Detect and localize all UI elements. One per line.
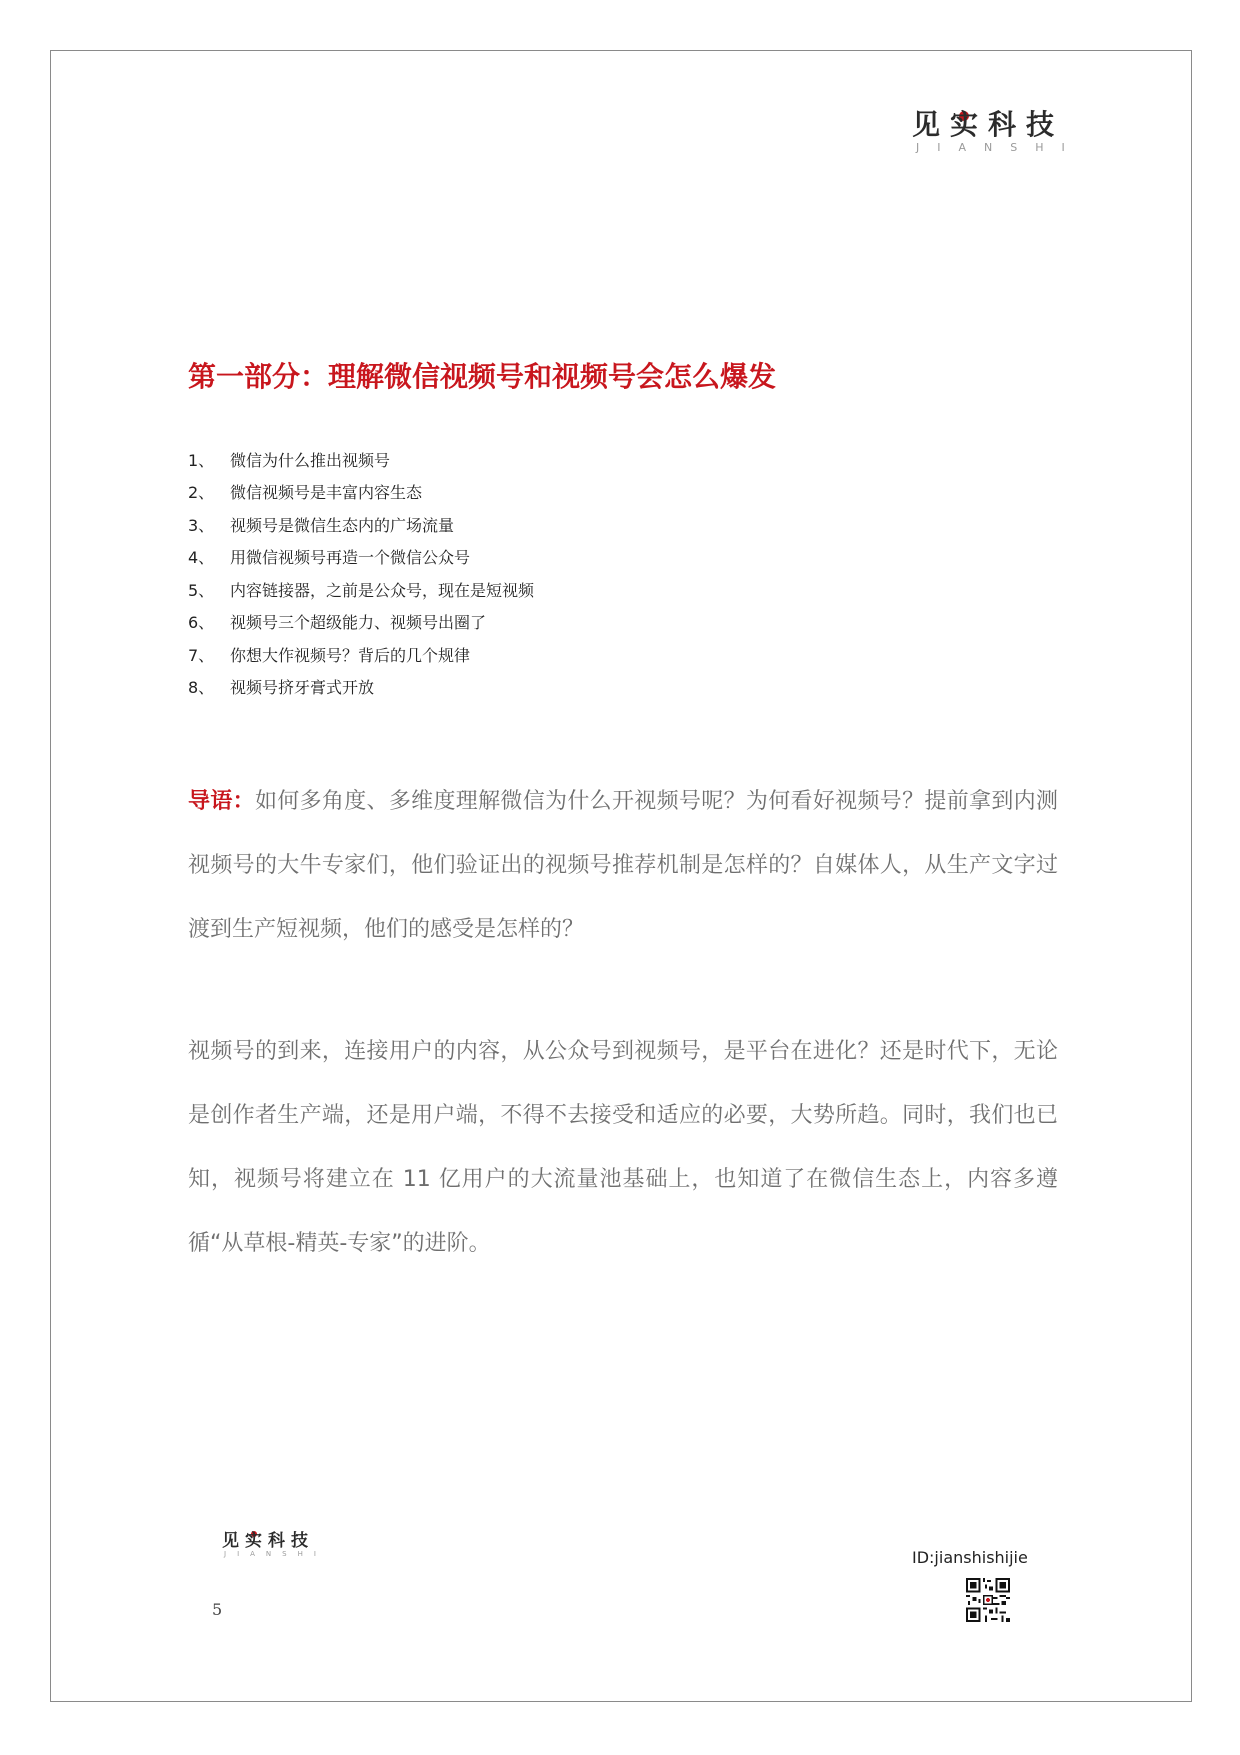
toc-item [188,606,534,639]
footer-logo-subtitle: JIANSHI [224,1550,327,1558]
toc-number: 4、 [188,548,215,568]
header-logo [912,103,1083,154]
toc-item [188,508,534,541]
toc-number: 5、 [188,580,215,600]
toc-number: 3、 [188,515,215,535]
logo-char: 科 [268,1531,291,1551]
toc-item [188,638,534,671]
toc-number: 7、 [188,645,215,665]
logo-char: 见 [912,108,951,141]
toc-text: 视频号三个超级能力、视频号出圈了 [230,613,487,633]
toc-number: 6、 [188,613,215,633]
intro-paragraph [188,770,1058,962]
footer-logo [222,1526,327,1558]
toc-number: 2、 [188,483,215,503]
toc-text: 内容链接器，之前是公众号，现在是短视频 [230,580,535,600]
toc-text: 用微信视频号再造一个微信公众号 [230,548,471,568]
body-paragraph: 视频号的到来，连接用户的内容，从公众号到视频号，是平台在进化？还是时代下，无论是创作者生产端，还是用户端，不得不去接受和适应的必要，大势所趋。同时，我们也已知，视频号将建立在 11 亿用户的大流量池基础上，也知道了在微信生态上，内容多遵循“从草根-精英-专家”的进阶。 [188,1039,1058,1256]
qr-code-icon [966,1578,1010,1622]
header-logo-text [912,103,1064,143]
logo-char: 实 [245,1531,268,1551]
section-title: 第一部分：理解微信视频号和视频号会怎么爆发 [188,360,777,393]
footer-logo-text [222,1526,314,1551]
intro-lead-label: 导语： [188,789,255,814]
toc-item [188,443,534,476]
logo-char: 见 [222,1531,245,1551]
toc-text: 微信视频号是丰富内容生态 [230,483,423,503]
toc-text: 视频号是微信生态内的广场流量 [230,515,455,535]
logo-char: 实 [950,108,989,141]
toc-item [188,671,534,704]
logo-char: 技 [1026,108,1065,141]
toc-text: 微信为什么推出视频号 [230,450,391,470]
page-number: 5 [212,1600,223,1619]
logo-char: 科 [988,108,1027,141]
logo-char: 技 [291,1531,314,1551]
header-logo-subtitle: JIANSHI [916,141,1083,154]
toc-number: 8、 [188,678,215,698]
intro-text: 如何多角度、多维度理解微信为什么开视频号呢？为何看好视频号？提前拿到内测视频号的大牛专家们，他们验证出的视频号推荐机制是怎样的？自媒体人，从生产文字过渡到生产短视频，他们的感受是怎样的？ [188,789,1058,942]
toc-text: 视频号挤牙膏式开放 [230,678,375,698]
table-of-contents [188,443,534,703]
toc-item [188,573,534,606]
wechat-id: ID:jianshishijie [912,1548,1028,1567]
toc-number: 1、 [188,450,215,470]
toc-item [188,541,534,574]
toc-text: 你想大作视频号？背后的几个规律 [230,645,471,665]
toc-item [188,476,534,509]
